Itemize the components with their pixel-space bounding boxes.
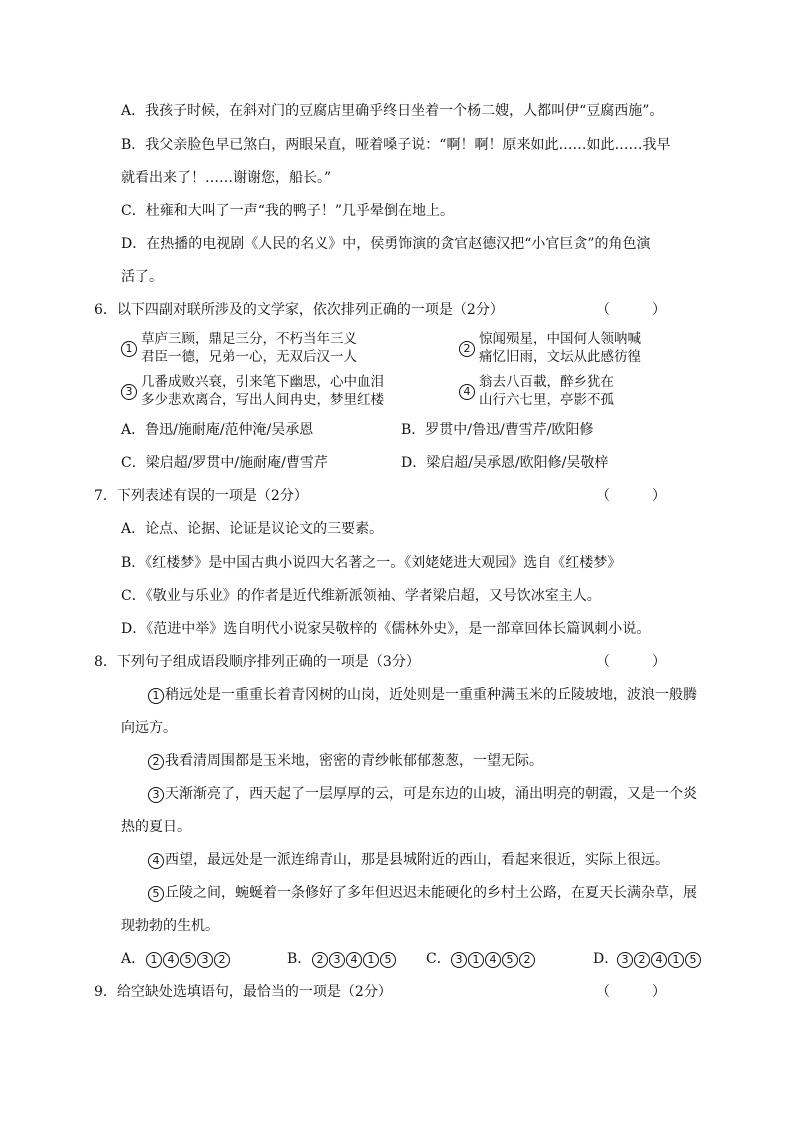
q8-sentence-5-line2: 现勃勃的生机。 [121, 918, 219, 934]
q8-option-b-label: B． [287, 951, 312, 967]
q8-option-c-label: C． [426, 951, 451, 967]
sentence-number-5: 5 [148, 886, 164, 902]
q8-option-d-seq-3: 4 [651, 952, 667, 968]
sentence-number-4: 4 [148, 853, 164, 869]
couplet-1-line2: 君臣一德，兄弟一心，无双后汉一人 [141, 349, 357, 365]
couplet-1-line1: 草庐三顾，鼎足三分，不朽当年三义 [141, 331, 357, 347]
couplet-3-line1: 几番成败兴衰，引来笔下幽思，心中血泪 [141, 374, 384, 390]
couplet-number-1: 1 [121, 341, 137, 357]
q5-option-d-line1: D．在热播的电视剧《人民的名义》中，侯勇饰演的贪官赵德汉把“小官巨贪”的角色演 [121, 236, 651, 252]
q5-option-c: C．杜雍和大叫了一声“我的鸭子！”几乎晕倒在地上。 [121, 203, 455, 219]
q6-option-b: B．罗贯中/鲁迅/曹雪芹/欧阳修 [401, 422, 594, 438]
q8-option-c-seq-3: 4 [485, 952, 501, 968]
q8-option-b-seq-1: 2 [312, 952, 328, 968]
q8-sentence-1-line2: 向远方。 [121, 720, 177, 736]
q6-answer-blank: （ ） [596, 302, 666, 318]
q9-answer-blank: （ ） [596, 984, 666, 1000]
q8-stem: 8．下列句子组成语段顺序排列正确的一项是（3分） [94, 654, 420, 670]
q7-option-d: D．《范进中举》选自明代小说家吴敬梓的《儒林外史》，是一部章回体长篇讽刺小说。 [121, 621, 651, 637]
q7-answer-blank: （ ） [596, 488, 666, 504]
q8-option-c-seq-1: 3 [451, 952, 467, 968]
q6-stem: 6．以下四副对联所涉及的文学家，依次排列正确的一项是（2分） [94, 302, 504, 318]
q8-option-a-seq-2: 4 [163, 952, 179, 968]
sentence-number-3: 3 [148, 787, 164, 803]
q8-option-d-seq-2: 2 [634, 952, 650, 968]
q8-option-d-seq-4: 1 [668, 952, 684, 968]
q6-option-d: D．梁启超/吴承恩/欧阳修/吴敬梓 [401, 455, 609, 471]
couplet-number-2: 2 [459, 341, 475, 357]
q5-option-d-line2: 活了。 [121, 269, 163, 285]
sentence-number-2: 2 [148, 754, 164, 770]
q8-option-b-seq-3: 4 [346, 952, 362, 968]
q7-option-b: B．《红楼梦》是中国古典小说四大名著之一。《刘姥姥进大观园》选自《红楼梦》 [121, 555, 622, 571]
q6-option-a: A．鲁迅/施耐庵/范仲淹/吴承恩 [121, 422, 314, 438]
q8-option-d-seq-5: 5 [685, 952, 701, 968]
q9-stem: 9．给空缺处选填语句，最恰当的一项是（2分） [94, 984, 392, 1000]
q8-answer-blank: （ ） [596, 654, 666, 670]
q7-option-a: A．论点、论据、论证是议论文的三要素。 [121, 521, 384, 537]
q8-sentence-3-line1: 天渐渐亮了，西天起了一层厚厚的云，可是东边的山坡，涌出明亮的朝霞，又是一个炎 [165, 786, 697, 802]
q8-sentence-4: 西望，最远处是一派连绵青山，那是县城附近的西山，看起来很近，实际上很远。 [165, 852, 669, 868]
q8-option-a-seq-3: 5 [180, 952, 196, 968]
couplet-4-line1: 翁去八百載，醉乡犹在 [479, 374, 614, 390]
sentence-number-1: 1 [148, 688, 164, 704]
q8-sentence-2: 我看清周围都是玉米地，密密的青纱帐郁郁葱葱，一望无际。 [165, 753, 543, 769]
q8-option-a-label: A． [121, 951, 146, 967]
q5-option-a: A．我孩子时候，在斜对门的豆腐店里确乎终日坐着一个杨二嫂，人都叫伊“豆腐西施”。 [121, 103, 664, 119]
couplet-number-4: 4 [459, 384, 475, 400]
q8-option-b-seq-5: 5 [380, 952, 396, 968]
q7-stem: 7．下列表述有误的一项是（2分） [94, 488, 308, 504]
q8-option-c-seq-2: 1 [468, 952, 484, 968]
q6-option-c: C．梁启超/罗贯中/施耐庵/曹雪芹 [121, 455, 328, 471]
q8-sentence-5-line1: 丘陵之间，蜿蜒着一条修好了多年但迟迟未能硬化的乡村土公路，在夏天长满杂草，展 [165, 885, 697, 901]
q8-option-d-label: D． [593, 951, 619, 967]
q5-option-b-line2: 就看出来了！……谢谢您，船长。” [121, 170, 332, 186]
couplet-2-line2: 痛忆旧雨，文坛从此感彷徨 [479, 349, 641, 365]
q8-option-a-seq-5: 2 [214, 952, 230, 968]
couplet-number-3: 3 [121, 384, 137, 400]
q8-sentence-3-line2: 热的夏日。 [121, 819, 191, 835]
couplet-2-line1: 惊闻殒星，中国何人领呐喊 [479, 331, 641, 347]
q8-option-b-seq-4: 1 [363, 952, 379, 968]
q5-option-b-line1: B．我父亲脸色早已煞白，两眼呆直，哑着嗓子说：“啊！啊！原来如此……如此……我早 [121, 137, 671, 153]
q8-option-c-seq-5: 2 [519, 952, 535, 968]
q8-option-d-seq-1: 3 [617, 952, 633, 968]
q8-option-a-seq-1: 1 [146, 952, 162, 968]
q7-option-c: C．《敬业与乐业》的作者是近代维新派领袖、学者梁启超，又号饮冰室主人。 [121, 588, 601, 604]
couplet-4-line2: 山行六七里，亭影不孤 [479, 392, 614, 408]
q8-option-a-seq-4: 3 [197, 952, 213, 968]
q8-option-b-seq-2: 3 [329, 952, 345, 968]
q8-option-c-seq-4: 5 [502, 952, 518, 968]
couplet-3-line2: 多少悲欢离合，写出人间冉史，梦里红楼 [141, 392, 384, 408]
q8-sentence-1-line1: 稍远处是一重重长着青冈树的山岗，近处则是一重重种满玉米的丘陵坡地，波浪一般腾 [165, 687, 697, 703]
